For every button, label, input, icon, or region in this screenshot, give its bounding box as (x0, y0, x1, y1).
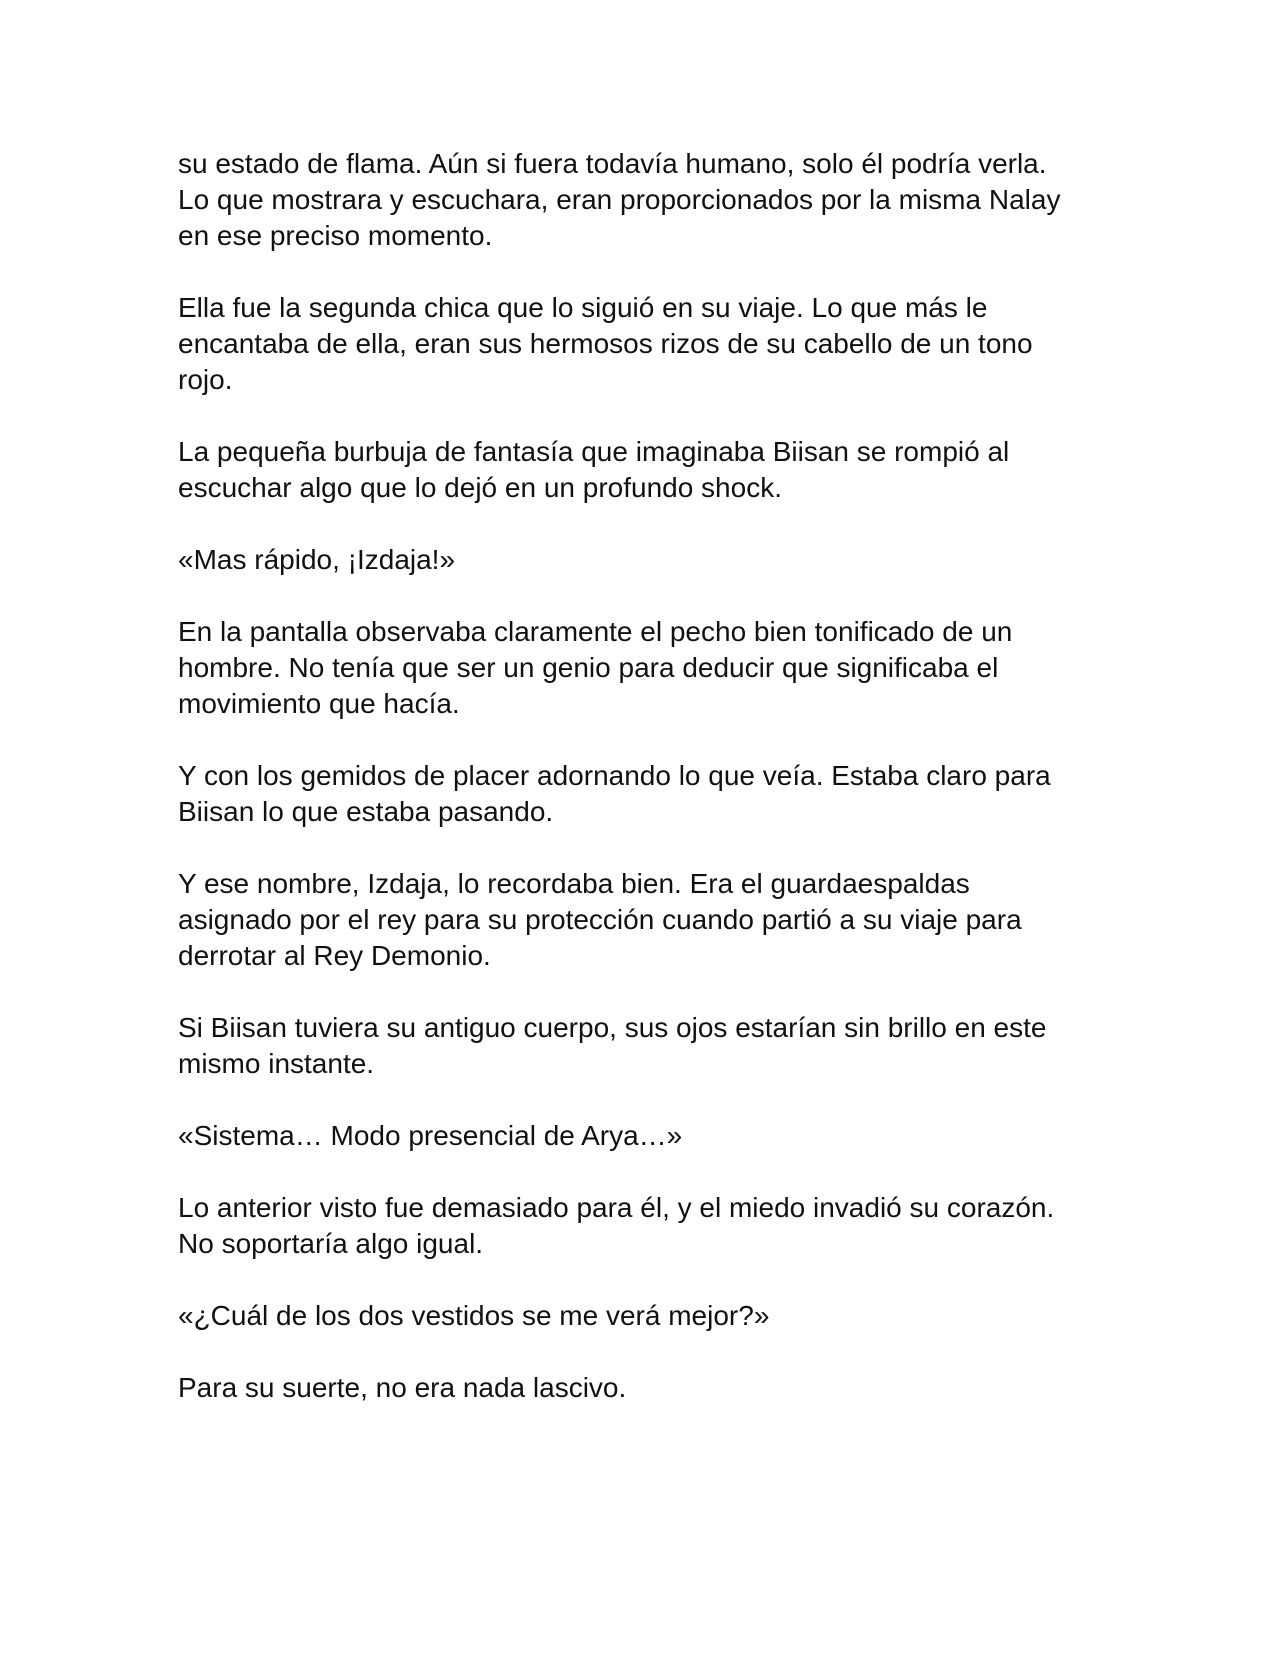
dialogue-line: «Mas rápido, ¡Izdaja!» (178, 544, 456, 575)
paragraph: Lo anterior visto fue demasiado para él, y el miedo invadió su corazón. No soportaría algo igual. (178, 1192, 1055, 1259)
paragraph: Y ese nombre, Izdaja, lo recordaba bien. Era el guardaespaldas asignado por el rey para su protección cuando partió a su viaje para derrotar al Rey Demonio. (178, 868, 1022, 971)
paragraph: Si Biisan tuviera su antiguo cuerpo, sus ojos estarían sin brillo en este mismo instante. (178, 1012, 1047, 1079)
dialogue-line: «Sistema… Modo presencial de Arya…» (178, 1120, 683, 1151)
document-body (178, 146, 1118, 1442)
paragraph: La pequeña burbuja de fantasía que imaginaba Biisan se rompió al escuchar algo que lo dejó en un profundo shock. (178, 436, 1010, 503)
paragraph: Ella fue la segunda chica que lo siguió en su viaje. Lo que más le encantaba de ella, eran sus hermosos rizos de su cabello de un tono rojo. (178, 292, 1033, 395)
paragraph: su estado de flama. Aún si fuera todavía humano, solo él podría verla. Lo que mostrara y escuchara, eran proporcionados por la misma Nalay en ese preciso momento. (178, 148, 1061, 251)
paragraph: Y con los gemidos de placer adornando lo que veía. Estaba claro para Biisan lo que estaba pasando. (178, 760, 1051, 827)
paragraph: En la pantalla observaba claramente el pecho bien tonificado de un hombre. No tenía que ser un genio para deducir que significaba el movimiento que hacía. (178, 616, 1013, 719)
paragraph: Para su suerte, no era nada lascivo. (178, 1372, 627, 1403)
dialogue-line: «¿Cuál de los dos vestidos se me verá mejor?» (178, 1300, 770, 1331)
